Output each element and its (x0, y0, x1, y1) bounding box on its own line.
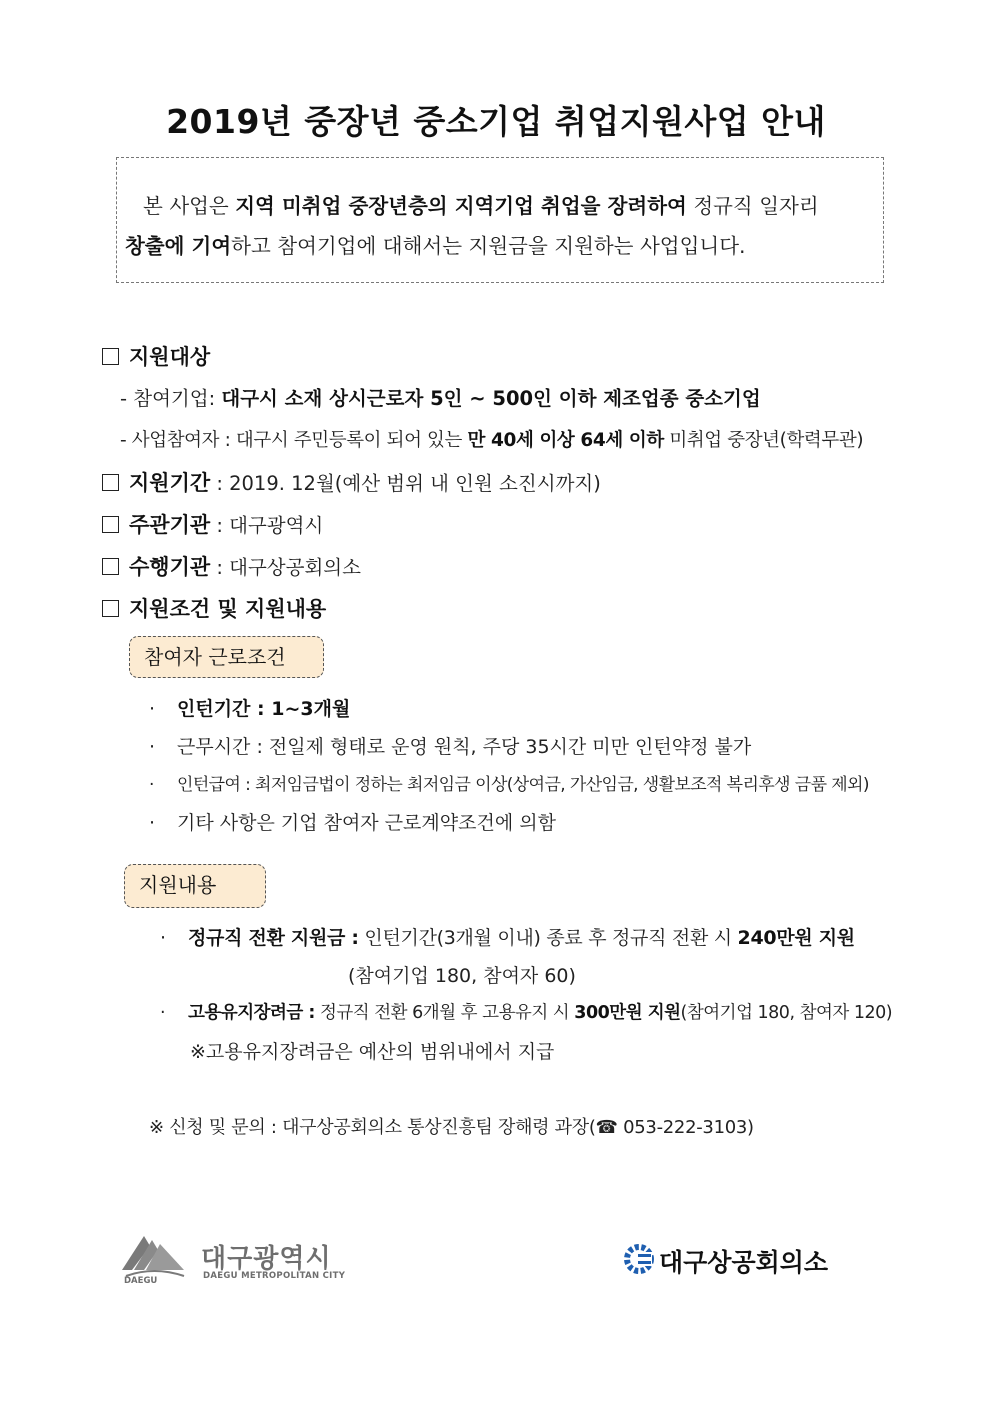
section-value: : 대구광역시 (210, 514, 324, 537)
checkbox-square-icon (102, 558, 119, 575)
intro-text: 하고 참여기업에 대해서는 지원금을 지원하는 사업입니다. (231, 234, 746, 258)
contact-phone: 053-222-3103 (623, 1117, 748, 1138)
support-retention-split: (참여기업 180, 참여자 120) (680, 1003, 893, 1023)
bullet-text: 인턴급여 : 최저임금법이 정하는 최저임금 이상(상여금, 가산임금, 생활보조적 복리후생 금품 제외) (177, 775, 869, 795)
bullet-dot: · (149, 698, 156, 720)
tag-work-conditions: 참여자 근로조건 (129, 636, 324, 678)
chamber-logo-icon (622, 1240, 656, 1278)
target-participant-prefix: - 사업참여자 : 대구시 주민등록이 되어 있는 (120, 430, 468, 451)
phone-icon: ☎ (595, 1117, 618, 1138)
bullet-intern-pay (149, 770, 869, 795)
support-conversion (160, 923, 855, 950)
daegu-logo-icon (120, 1230, 186, 1286)
support-conversion-text: 인턴기간(3개월 이내) 종료 후 정규직 전환 시 (358, 927, 738, 949)
bullet-other (149, 808, 556, 835)
section-label: 지원조건 및 지원내용 (129, 597, 327, 621)
intro-box (116, 157, 884, 283)
chamber-name: 대구상공회의소 (659, 1248, 829, 1277)
bullet-text: 인턴기간 : 1~3개월 (177, 698, 351, 720)
support-conversion-label: 정규직 전환 지원금 : (188, 927, 359, 949)
support-conversion-amount: 240만원 지원 (737, 927, 855, 949)
checkbox-square-icon (102, 474, 119, 491)
target-participant-age: 만 40세 이상 64세 이하 (467, 430, 664, 451)
bullet-text: 근무시간 : 전일제 형태로 운영 원칙, 주당 35시간 미만 인턴약정 불가 (177, 736, 752, 758)
support-retention (160, 999, 892, 1024)
section-host (102, 509, 323, 539)
support-retention-text: 정규직 전환 6개월 후 고용유지 시 (314, 1003, 575, 1023)
bullet-dot: · (160, 927, 166, 949)
bullet-dot: · (160, 1003, 166, 1023)
page-title: 2019년 중장년 중소기업 취업지원사업 안내 (166, 102, 826, 141)
intro-emphasis: 창출에 기여 (125, 234, 232, 258)
section-target (102, 341, 210, 371)
section-operator (102, 551, 361, 581)
contact-text: ) (747, 1117, 754, 1138)
target-company (120, 383, 761, 411)
bullet-dot: · (149, 812, 156, 834)
intro-line-1 (143, 189, 819, 219)
intro-emphasis: 지역 미취업 중장년층의 지역기업 취업을 장려하여 (235, 194, 687, 218)
daegu-name: 대구광역시 (201, 1244, 332, 1274)
checkbox-square-icon (102, 600, 119, 617)
target-participant-suffix: 미취업 중장년(학력무관) (663, 430, 864, 451)
contact-info (149, 1113, 754, 1139)
target-participant (120, 426, 863, 452)
contact-text: ※ 신청 및 문의 : 대구상공회의소 통상진흥팀 장해령 과장( (149, 1117, 596, 1138)
section-label: 수행기관 (129, 555, 211, 579)
section-label: 주관기관 (129, 513, 211, 537)
support-conversion-split: (참여기업 180, 참여자 60) (348, 965, 576, 987)
daegu-small-text: DAEGU (124, 1276, 158, 1286)
bullet-work-hours (149, 732, 751, 759)
tag-support: 지원내용 (124, 864, 266, 908)
section-period (102, 467, 601, 497)
section-value: : 2019. 12월(예산 범위 내 인원 소진시까지) (210, 472, 601, 495)
intro-text: 본 사업은 (143, 194, 236, 218)
target-company-prefix: - 참여기업: (120, 387, 222, 410)
section-label: 지원대상 (129, 345, 211, 369)
section-value: : 대구상공회의소 (210, 556, 361, 579)
section-conditions (102, 593, 326, 623)
support-retention-amount: 300만원 지원 (574, 1003, 681, 1023)
daegu-sub: DAEGU METROPOLITAN CITY (203, 1271, 346, 1281)
checkbox-square-icon (102, 348, 119, 365)
bullet-dot: · (149, 775, 154, 795)
intro-line-2 (125, 229, 746, 259)
support-retention-note: ※고용유지장려금은 예산의 범위내에서 지급 (190, 1041, 555, 1063)
support-retention-label: 고용유지장려금 : (188, 1003, 315, 1023)
checkbox-square-icon (102, 516, 119, 533)
intro-text: 정규직 일자리 (686, 194, 819, 218)
bullet-text: 기타 사항은 기업 참여자 근로계약조건에 의함 (177, 812, 556, 834)
bullet-dot: · (149, 736, 156, 758)
section-label: 지원기간 (129, 471, 211, 495)
target-company-value: 대구시 소재 상시근로자 5인 ~ 500인 이하 제조업종 중소기업 (221, 387, 761, 410)
bullet-intern-period (149, 694, 350, 721)
